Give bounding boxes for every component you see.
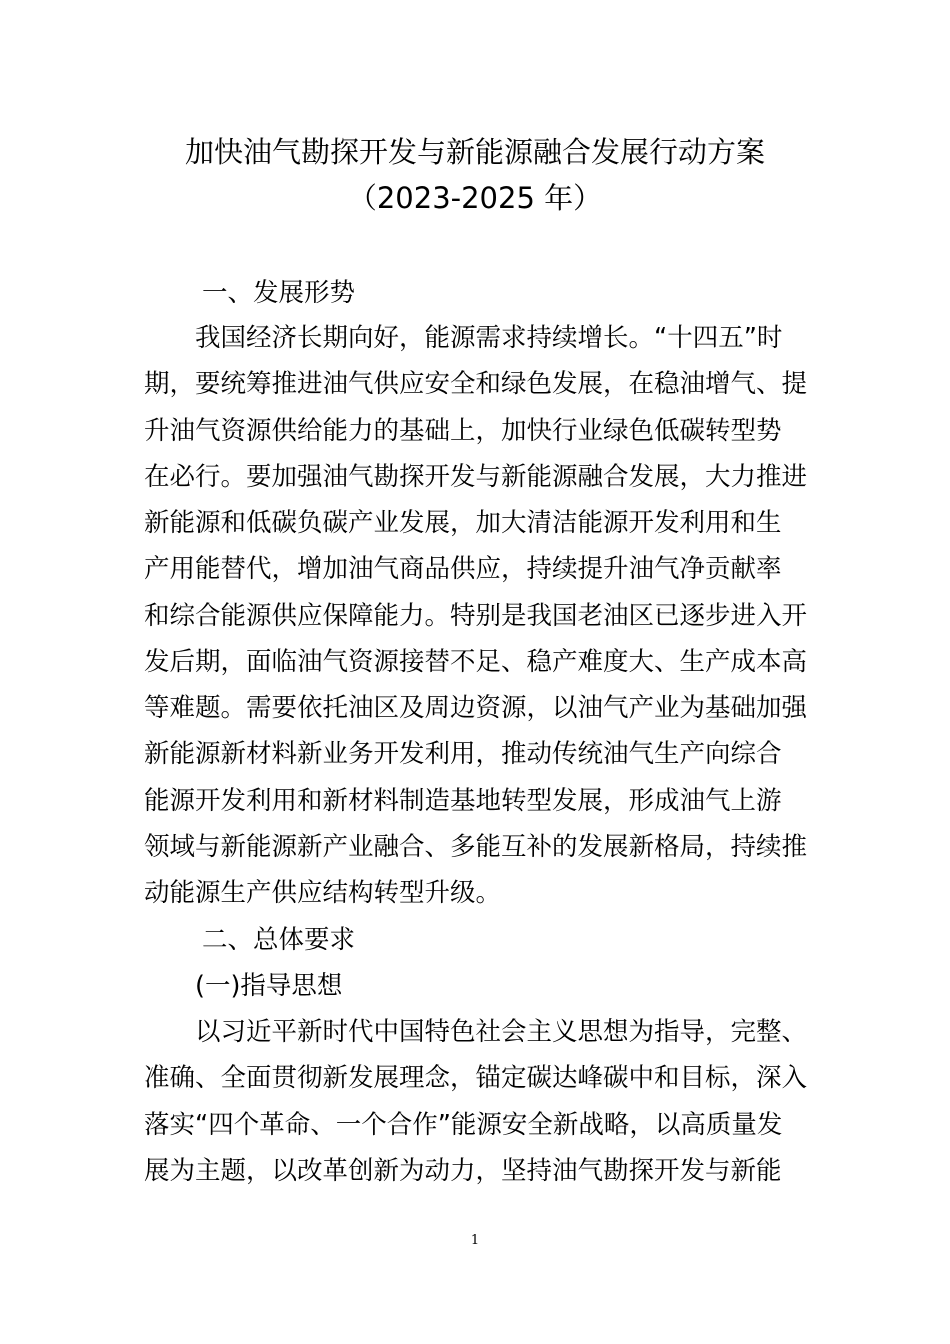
paragraph-line: 新能源新材料新业务开发利用，推动传统油气生产向综合 — [144, 739, 782, 769]
paragraph-line: 以习近平新时代中国特色社会主义思想为指导，完整、 — [195, 1017, 808, 1047]
paragraph-line: 动能源生产供应结构转型升级。 — [144, 878, 502, 908]
paragraph-line: 我国经济长期向好，能源需求持续增长。“十四五”时 — [195, 323, 783, 353]
section-heading: 二、总体要求 — [202, 925, 356, 955]
page-number: 1 — [470, 1233, 480, 1248]
paragraph-line: 领域与新能源新产业融合、多能互补的发展新格局，持续推 — [144, 832, 808, 862]
paragraph-line: 和综合能源供应保障能力。特别是我国老油区已逐步进入开 — [144, 601, 808, 631]
subsection-heading: (一)指导思想 — [195, 971, 343, 1001]
paragraph-line: 落实“四个革命、一个合作”能源安全新战略，以高质量发 — [144, 1110, 783, 1140]
paragraph-line: 等难题。需要依托油区及周边资源，以油气产业为基础加强 — [144, 693, 808, 723]
paragraph-line: 展为主题，以改革创新为动力，坚持油气勘探开发与新能 — [144, 1156, 782, 1186]
paragraph-line: 期，要统筹推进油气供应安全和绿色发展，在稳油增气、提 — [144, 369, 808, 399]
section-heading: 一、发展形势 — [202, 278, 356, 308]
paragraph-line: 产用能替代，增加油气商品供应，持续提升油气净贡献率 — [144, 554, 782, 584]
paragraph-line: 新能源和低碳负碳产业发展，加大清洁能源开发利用和生 — [144, 508, 782, 538]
paragraph-line: 准确、全面贯彻新发展理念，锚定碳达峰碳中和目标，深入 — [144, 1063, 808, 1093]
paragraph-line: 发后期，面临油气资源接替不足、稳产难度大、生产成本高 — [144, 647, 808, 677]
paragraph-line: 在必行。要加强油气勘探开发与新能源融合发展，大力推进 — [144, 462, 808, 492]
paragraph-line: 能源开发利用和新材料制造基地转型发展，形成油气上游 — [144, 786, 782, 816]
document-title: 加快油气勘探开发与新能源融合发展行动方案 — [184, 135, 765, 169]
document-title-years: （2023-2025 年） — [347, 181, 603, 215]
paragraph-line: 升油气资源供给能力的基础上，加快行业绿色低碳转型势 — [144, 416, 782, 446]
